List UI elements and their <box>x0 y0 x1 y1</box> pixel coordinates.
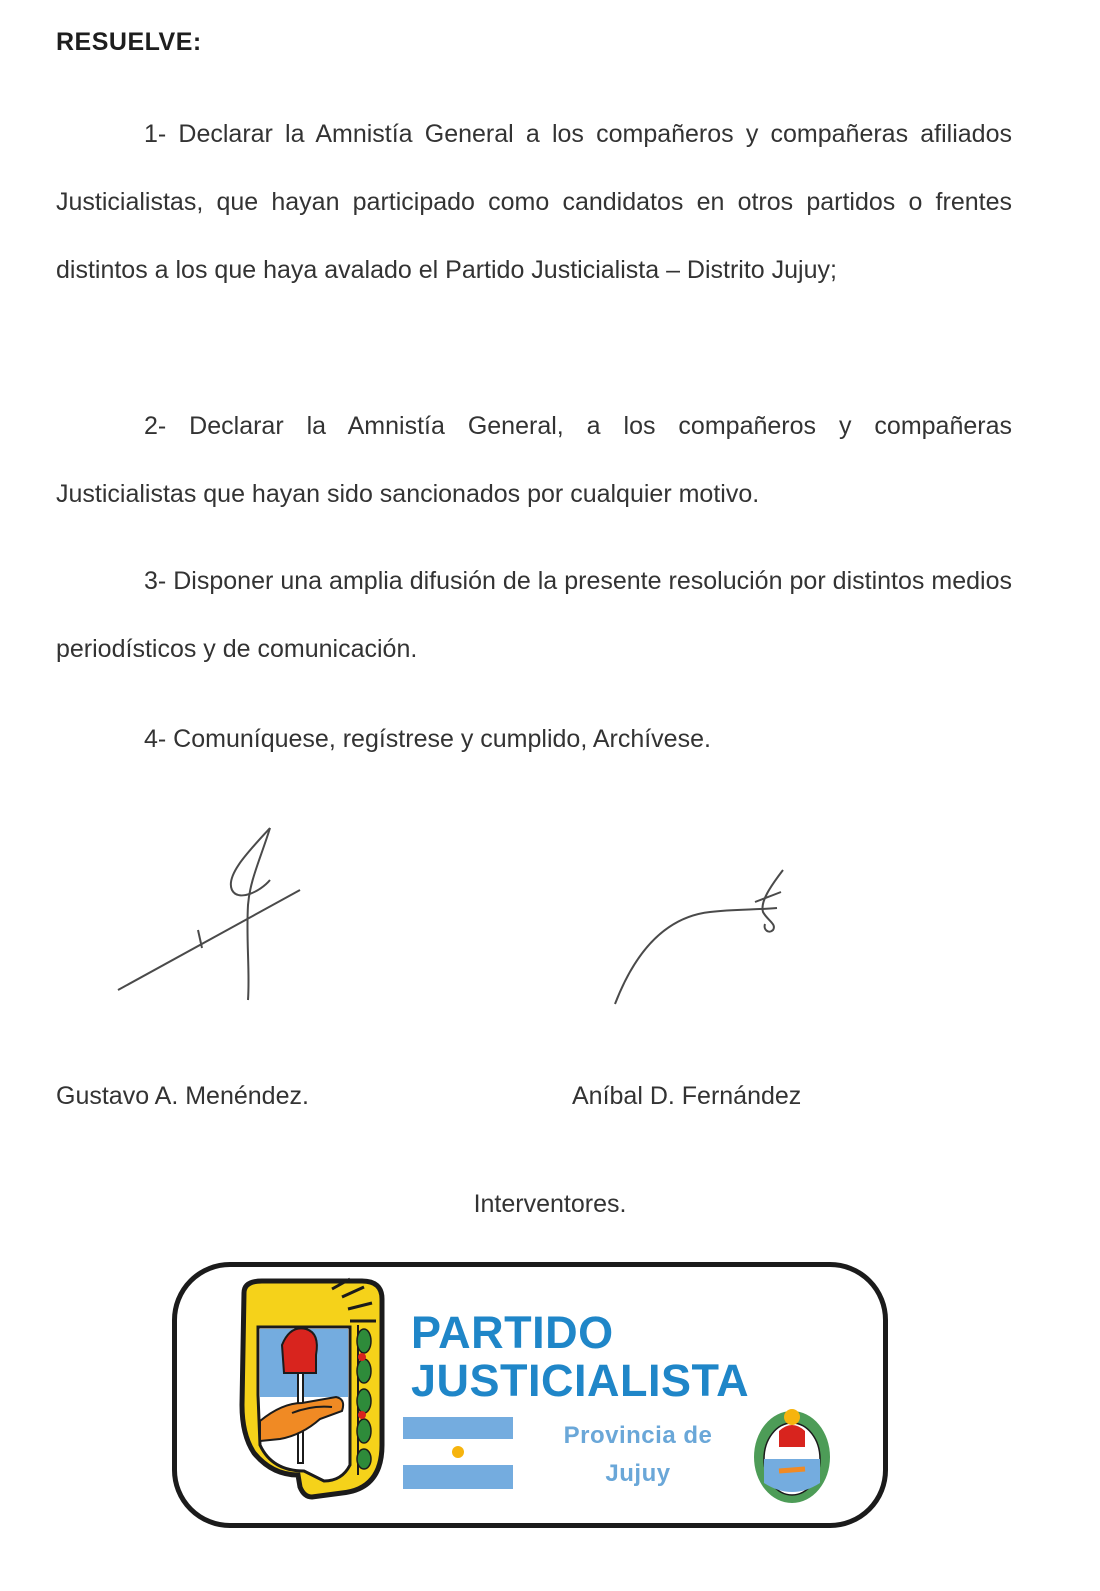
party-name-line-2: JUSTICIALISTA <box>411 1355 750 1406</box>
pj-emblem-icon <box>232 1275 392 1507</box>
article-1: 1- Declarar la Amnistía General a los compañeros y compañeras afiliados Justicialistas, que hayan participado como candidatos en otros partidos o frentes distintos a los que haya avalado el Partido Justicialista – Distrito Jujuy; <box>56 120 1012 284</box>
signatory-name-1: Gustavo A. Menéndez. <box>56 1082 309 1110</box>
jujuy-coat-of-arms-icon <box>749 1403 835 1507</box>
article-2: 2- Declarar la Amnistía General, a los compañeros y compañeras Justicialistas que hayan sido sancionados por cualquier motivo. <box>56 412 1012 508</box>
article-3: 3- Disponer una amplia difusión de la presente resolución por distintos medios periodísticos y de comunicación. <box>56 567 1012 663</box>
party-name <box>411 1309 749 1405</box>
party-logo <box>172 1262 888 1528</box>
party-name-line-1: PARTIDO <box>411 1307 614 1358</box>
article-4: 4- Comuníquese, regístrese y cumplido, Archívese. <box>144 725 711 753</box>
signature-menendez <box>110 820 310 1010</box>
signature-fernandez <box>605 862 795 1012</box>
argentina-flag-icon <box>403 1417 513 1489</box>
province-label <box>543 1417 733 1493</box>
province-line-1: Provincia de <box>563 1422 713 1449</box>
signatory-name-2: Aníbal D. Fernández <box>572 1082 802 1110</box>
resolution-heading: RESUELVE: <box>56 28 202 56</box>
signatories-role: Interventores. <box>473 1190 627 1218</box>
province-line-2: Jujuy <box>605 1460 671 1487</box>
